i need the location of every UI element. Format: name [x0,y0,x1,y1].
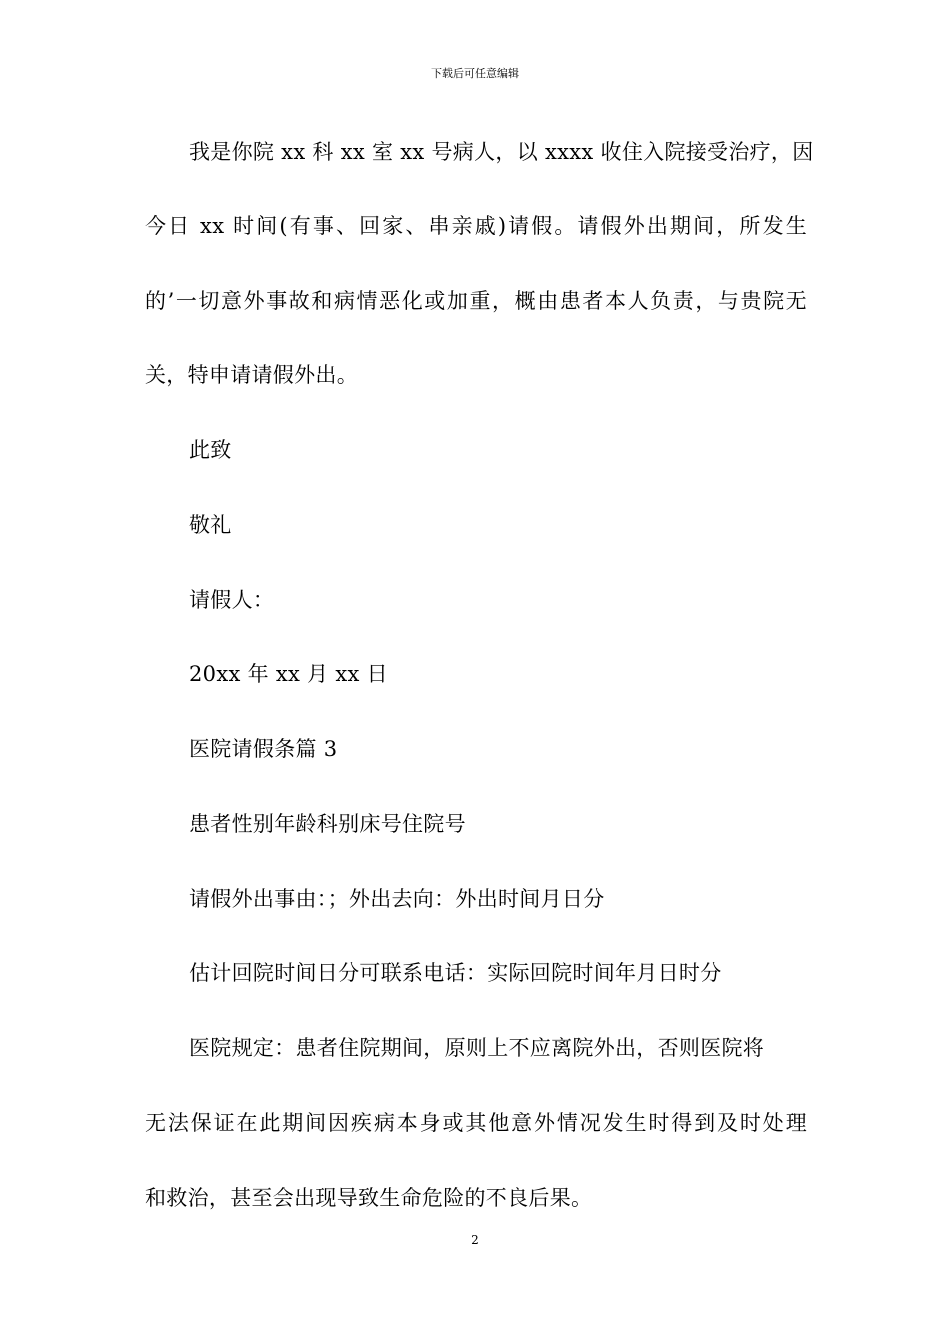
section-title: 医院请假条篇 3 [189,737,338,761]
paragraph-line: 和救治，甚至会出现导致生命危险的不良后果。 [145,1186,593,1210]
form-line: 估计回院时间日分可联系电话：实际回院时间年月日时分 [189,961,722,985]
paragraph-line: 关，特申请请假外出。 [145,363,358,387]
form-line: 患者性别年龄科别床号住院号 [189,812,466,836]
paragraph-line: 今日 xx 时间(有事、回家、串亲戚)请假。请假外出期间，所发生 [145,214,807,238]
salutation: 敬礼 [189,513,232,537]
date-line: 20xx 年 xx 月 xx 日 [189,662,388,686]
applicant-label: 请假人： [189,588,275,612]
paragraph-line: 无法保证在此期间因疾病本身或其他意外情况发生时得到及时处理 [145,1111,807,1135]
paragraph-line: 的’一切意外事故和病情恶化或加重，概由患者本人负责，与贵院无 [145,289,807,313]
header-note: 下载后可任意编辑 [431,67,519,80]
closing-phrase: 此致 [189,438,232,462]
form-line: 请假外出事由：；外出去向：外出时间月日分 [189,887,605,911]
page-number: 2 [471,1233,479,1247]
paragraph-line: 医院规定：患者住院期间，原则上不应离院外出，否则医院将 [189,1036,765,1060]
paragraph-line: 我是你院 xx 科 xx 室 xx 号病人，以 xxxx 收住入院接受治疗，因 [189,140,814,164]
